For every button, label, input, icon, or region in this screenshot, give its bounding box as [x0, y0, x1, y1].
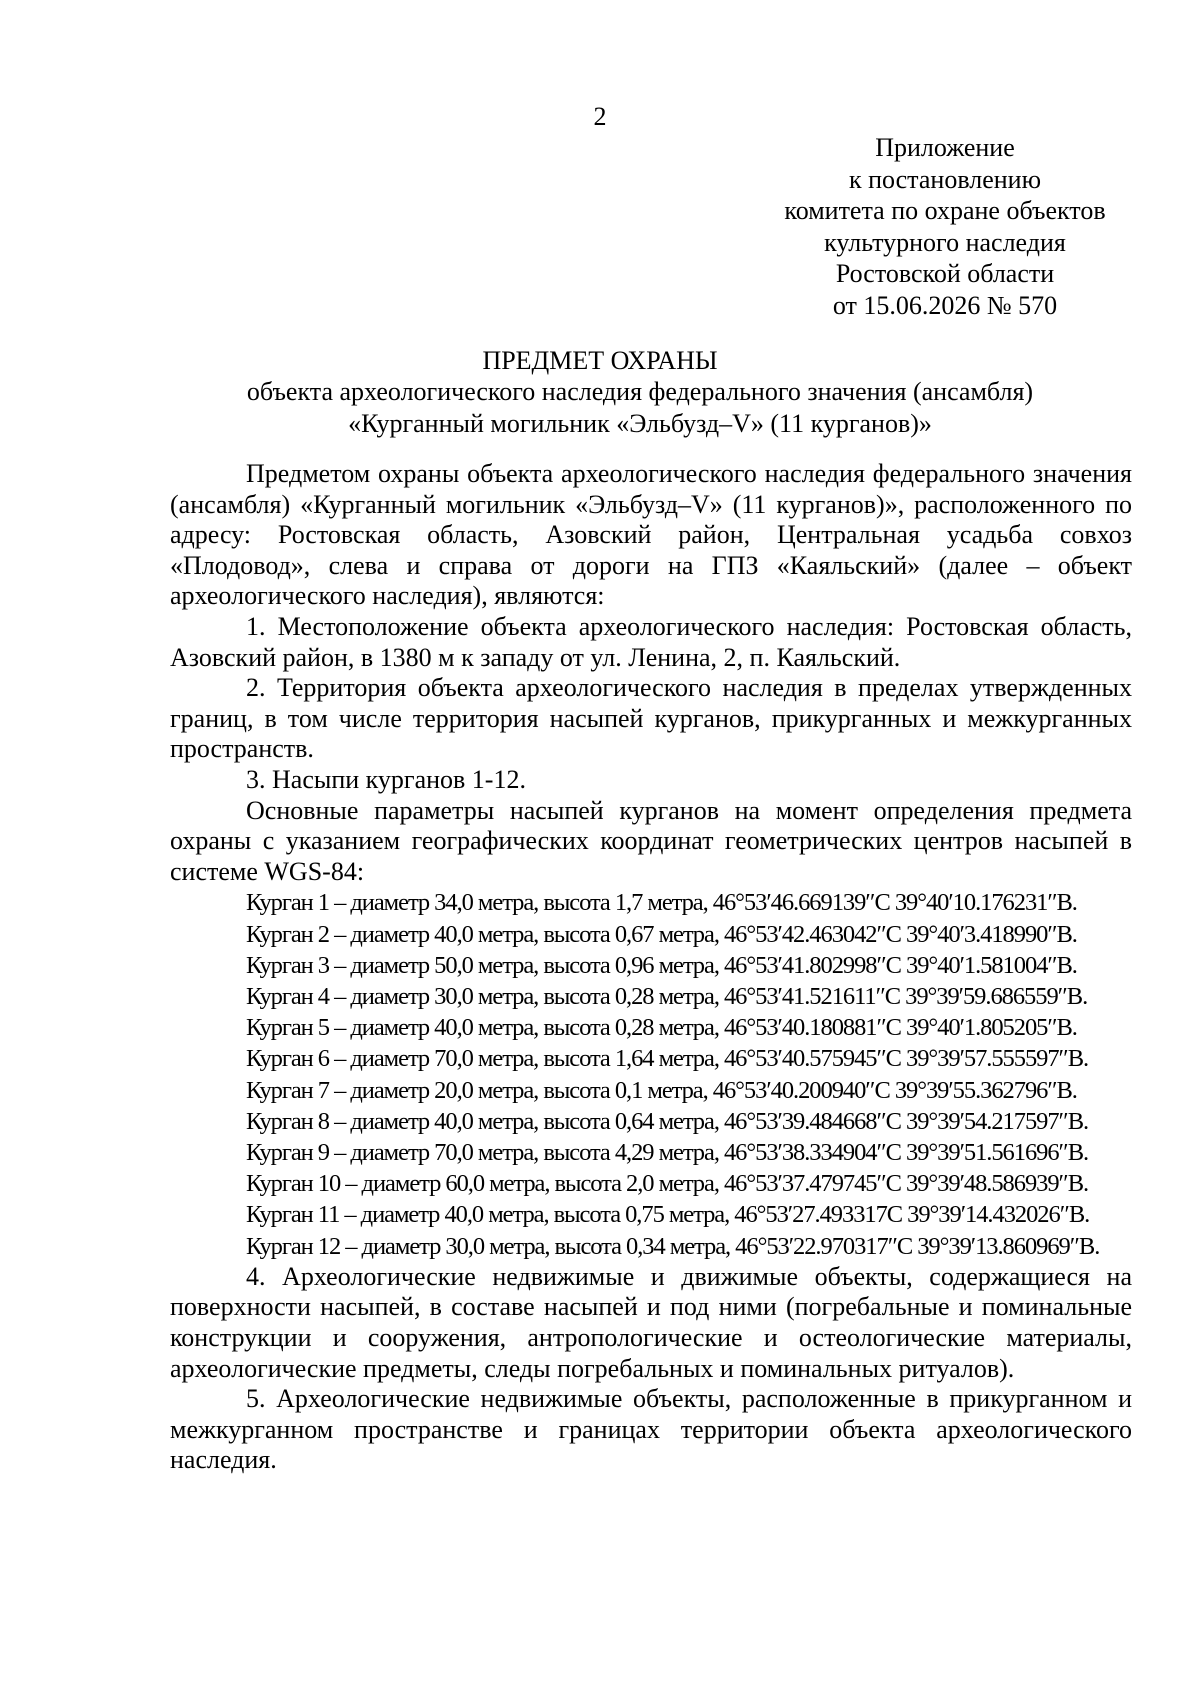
document-body — [170, 459, 1132, 1476]
kurgan-item: Курган 12 – диаметр 30,0 метра, высота 0,34 метра, 46°53′22.970317″С 39°39′13.860969″В. — [246, 1232, 1100, 1260]
kurgan-item: Курган 11 – диаметр 40,0 метра, высота 0,75 метра, 46°53′27.493317С 39°39′14.432026″В. — [246, 1201, 1090, 1229]
appendix-line: комитета по охране объектов — [784, 196, 1106, 226]
kurgan-item: Курган 3 – диаметр 50,0 метра, высота 0,96 метра, 46°53′41.802998″С 39°40′1.581004″В. — [246, 951, 1077, 979]
kurgan-item: Курган 1 – диаметр 34,0 метра, высота 1,7 метра, 46°53′46.669139″С 39°40′10.176231″В. — [246, 889, 1077, 917]
appendix-block — [760, 132, 1130, 322]
kurgan-item: Курган 6 – диаметр 70,0 метра, высота 1,64 метра, 46°53′40.575945″С 39°39′57.555597″В. — [246, 1045, 1089, 1073]
intro-paragraph: Предметом охраны объекта археологического наследия федерального значения (ансамбля) «Курганный могильник «Эльбузд–V» (11 курганов)», расположенного по адресу: Ростовская область, Азовский район, Центральная усадьба совхоз «Плодовод», слева и справа от дороги на ГПЗ «Каяльский» (далее – объект археологического наследия), являются: — [170, 459, 1132, 611]
item-4-objects: 4. Археологические недвижимые и движимые объекты, содержащиеся на поверхности насыпей, в составе насыпей и под ними (погребальные и поминальные конструкции и сооружения, антропологические и остеологические материалы, археологические предметы, следы погребальных и поминальных ритуалов). — [170, 1261, 1132, 1383]
item-2-territory: 2. Территория объекта археологического наследия в пределах утвержденных границ, в том числе территория насыпей курганов, прикурганных и межкурганных пространств. — [170, 673, 1132, 764]
kurgan-item: Курган 9 – диаметр 70,0 метра, высота 4,29 метра, 46°53′38.334904″С 39°39′51.561696″В. — [246, 1138, 1089, 1166]
kurgan-item: Курган 5 – диаметр 40,0 метра, высота 0,28 метра, 46°53′40.180881″С 39°40′1.805205″В. — [246, 1014, 1077, 1042]
item-5-objects: 5. Археологические недвижимые объекты, расположенные в прикурганном и межкурганном пространстве и границах территории объекта археологического наследия. — [170, 1384, 1132, 1475]
document-subtitle — [160, 376, 1120, 440]
appendix-line: Ростовской области — [835, 259, 1055, 289]
document-title: ПРЕДМЕТ ОХРАНЫ — [482, 346, 718, 375]
appendix-line: к постановлению — [848, 164, 1042, 194]
subtitle-line-1: объекта археологического наследия федерального значения (ансамбля) — [246, 377, 1034, 406]
kurgan-item: Курган 4 – диаметр 30,0 метра, высота 0,28 метра, 46°53′41.521611″С 39°39′59.686559″В. — [246, 982, 1088, 1010]
appendix-line: культурного наследия — [824, 227, 1066, 257]
kurgan-item: Курган 8 – диаметр 40,0 метра, высота 0,64 метра, 46°53′39.484668″С 39°39′54.217597″В. — [246, 1107, 1089, 1135]
kurgan-list — [170, 887, 1132, 1261]
subtitle-line-2: «Курганный могильник «Эльбузд–V» (11 курганов)» — [348, 409, 932, 438]
appendix-line: от 15.06.2026 № 570 — [832, 290, 1058, 320]
kurgan-item: Курган 10 – диаметр 60,0 метра, высота 2,0 метра, 46°53′37.479745″С 39°39′48.586939″В. — [246, 1170, 1089, 1198]
params-intro: Основные параметры насыпей курганов на момент определения предмета охраны с указанием географических координат геометрических центров насыпей в системе WGS-84: — [170, 795, 1132, 886]
item-3-mounds: 3. Насыпи курганов 1-12. — [246, 764, 526, 794]
page-number: 2 — [593, 102, 607, 131]
kurgan-item: Курган 7 – диаметр 20,0 метра, высота 0,1 метра, 46°53′40.200940″С 39°39′55.362796″В. — [246, 1076, 1077, 1104]
item-1-location: 1. Местоположение объекта археологического наследия: Ростовская область, Азовский район, в 1380 м к западу от ул. Ленина, 2, п. Каяльский. — [170, 611, 1132, 672]
kurgan-item: Курган 2 – диаметр 40,0 метра, высота 0,67 метра, 46°53′42.463042″С 39°40′3.418990″В. — [246, 920, 1077, 948]
appendix-line: Приложение — [875, 133, 1015, 162]
